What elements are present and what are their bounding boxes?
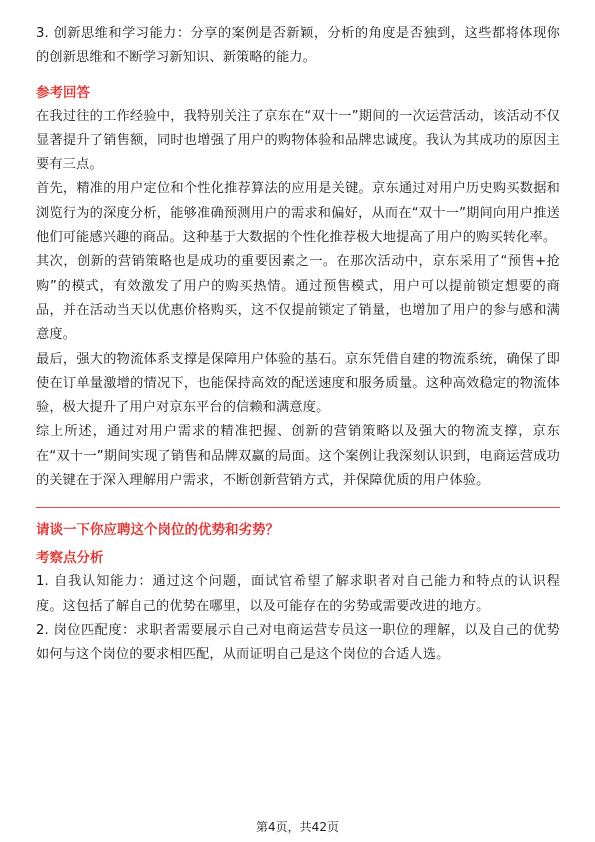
answer-paragraph-intro: 在我过往的工作经验中，我特别关注了京东在“双十一”期间的一次运营活动，该活动不仅显著提升了销售额，同时也增强了用户的购物体验和品牌忠诚度。我认为其成功的原因主要有三点。 bbox=[36, 108, 560, 173]
analysis-heading: 考察点分析 bbox=[36, 550, 104, 567]
criteria-item-3: 3. 创新思维和学习能力：分享的案例是否新颖，分析的角度是否独到，这些都将体现你的创新思维和不断学习新知识、新策略的能力。 bbox=[36, 26, 560, 66]
document-page bbox=[36, 22, 560, 668]
answer-paragraph-third: 最后，强大的物流体系支撑是保障用户体验的基石。京东凭借自建的物流系统，确保了即使在订单量激增的情况下，也能保持高效的配送速度和服务质量。这种高效稳定的物流体验，极大提升了用户对京东平台的信赖和满意度。 bbox=[36, 351, 560, 416]
reference-answer-heading: 参考回答 bbox=[36, 84, 90, 101]
section-divider bbox=[36, 507, 560, 508]
answer-paragraph-summary: 综上所述，通过对用户需求的精准把握、创新的营销策略以及强大的物流支撑，京东在“双十一”期间实现了销售和品牌双赢的局面。这个案例让我深刻认识到，电商运营成功的关键在于深入理解用户需求，不断创新营销方式，并保障优质的用户体验。 bbox=[36, 424, 560, 489]
interview-question: 请谈一下你应聘这个岗位的优势和劣势？ bbox=[36, 522, 279, 539]
analysis-item-1: 1. 自我认知能力：通过这个问题，面试官希望了解求职者对自己能力和特点的认识程度。这包括了解自己的优势在哪里，以及可能存在的劣势或需要改进的地方。 bbox=[36, 574, 560, 614]
answer-paragraph-second: 其次，创新的营销策略也是成功的重要因素之一。在那次活动中，京东采用了“预售+抢购”的模式，有效激发了用户的购买热情。通过预售模式，用户可以提前锁定想要的商品，并在活动当天以优惠价格购买，这不仅提前锁定了销量，也增加了用户的参与感和满意度。 bbox=[36, 254, 560, 343]
analysis-item-2: 2. 岗位匹配度：求职者需要展示自己对电商运营专员这一职位的理解，以及自己的优势如何与这个岗位的要求相匹配，从而证明自己是这个岗位的合适人选。 bbox=[36, 622, 560, 663]
answer-paragraph-first: 首先，精准的用户定位和个性化推荐算法的应用是关键。京东通过对用户历史购买数据和浏览行为的深度分析，能够准确预测用户的需求和偏好，从而在“双十一”期间向用户推送他们可能感兴趣的商品。这种基于大数据的个性化推荐极大地提高了用户的购买转化率。 bbox=[36, 181, 560, 246]
page-number: 第4页，共42页 bbox=[256, 820, 339, 834]
